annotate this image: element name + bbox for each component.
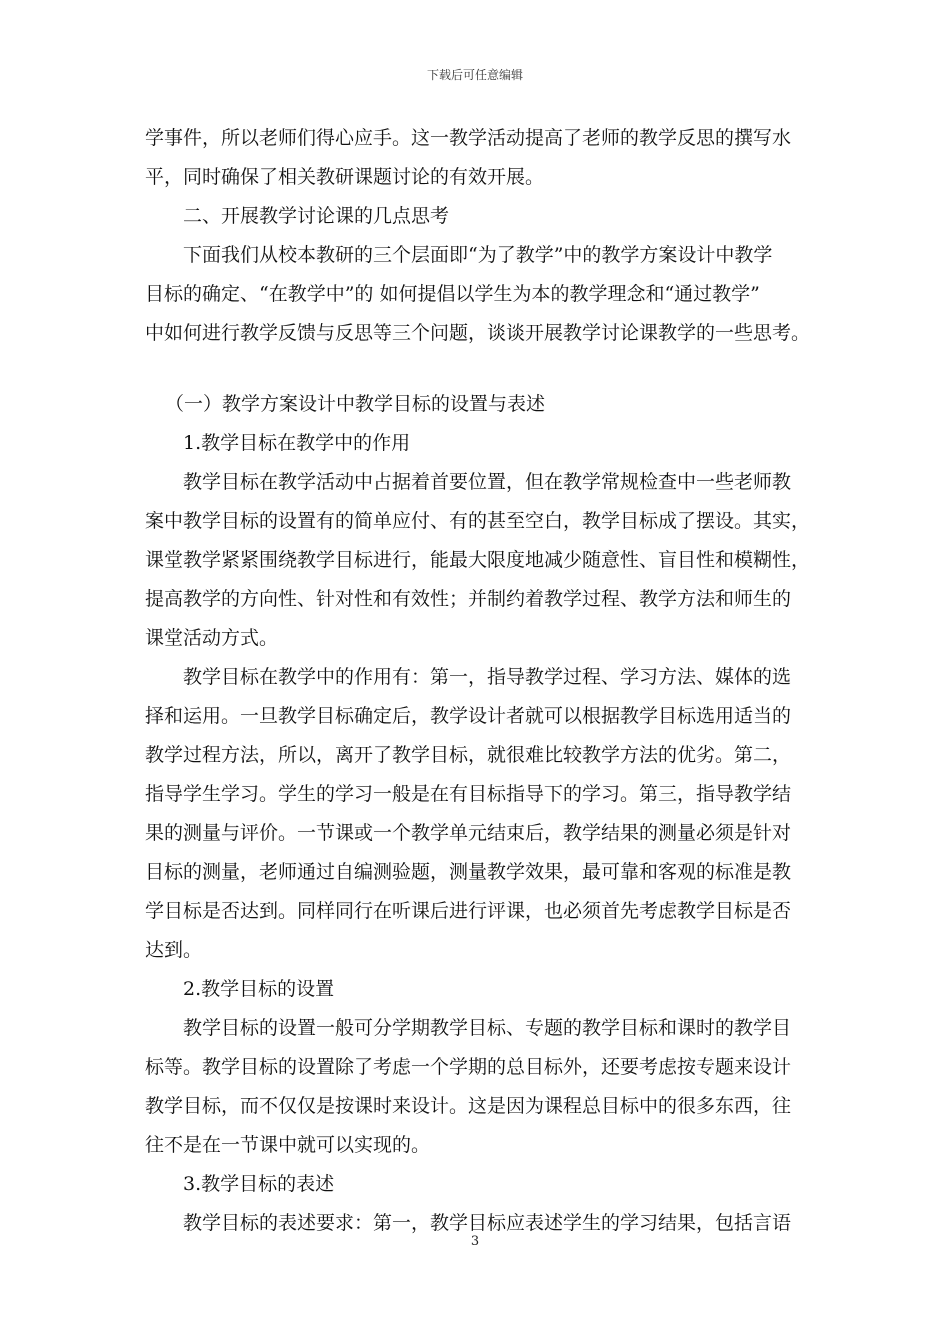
body-line: 课堂活动方式。: [145, 627, 279, 649]
body-line: 平，同时确保了相关教研课题讨论的有效开展。: [145, 166, 545, 188]
body-line: 学目标是否达到。同样同行在听课后进行评课，也必须首先考虑教学目标是否: [145, 900, 792, 922]
body-line: 教学目标的表述要求：第一，教学目标应表述学生的学习结果，包括言语: [183, 1212, 792, 1234]
body-line: 达到。: [145, 939, 203, 961]
subsection-heading: 1.教学目标在教学中的作用: [183, 432, 411, 454]
body-line: 指导学生学习。学生的学习一般是在有目标指导下的学习。第三，指导教学结: [145, 783, 792, 805]
body-line: 目标的测量，老师通过自编测验题，测量教学效果，最可靠和客观的标准是教: [145, 861, 792, 883]
section-heading: 二、开展教学讨论课的几点思考: [183, 205, 450, 227]
body-line: 课堂教学紧紧围绕教学目标进行，能最大限度地减少随意性、盲目性和模糊性，: [145, 549, 811, 571]
body-line: 教学目标的设置一般可分学期教学目标、专题的教学目标和课时的教学目: [183, 1017, 792, 1039]
subsection-heading: 3.教学目标的表述: [183, 1173, 335, 1195]
page-header: 下载后可任意编辑: [426, 68, 523, 82]
body-line: 标等。教学目标的设置除了考虑一个学期的总目标外，还要考虑按专题来设计: [145, 1056, 792, 1078]
page-number: 3: [470, 1234, 480, 1249]
body-line: 目标的确定、“在教学中”的 如何提倡以学生为本的教学理念和“通过教学”: [145, 283, 760, 305]
body-line: 学事件，所以老师们得心应手。这一教学活动提高了老师的教学反思的撰写水: [145, 127, 792, 149]
body-line: 下面我们从校本教研的三个层面即“为了教学”中的教学方案设计中教学: [183, 244, 773, 266]
body-line: 教学目标在教学活动中占据着首要位置，但在教学常规检查中一些老师教: [183, 471, 792, 493]
body-line: 教学目标在教学中的作用有：第一，指导教学过程、学习方法、媒体的选: [183, 666, 792, 688]
body-line: 教学目标，而不仅仅是按课时来设计。这是因为课程总目标中的很多东西，往: [145, 1095, 792, 1117]
body-line: 提高教学的方向性、针对性和有效性；并制约着教学过程、教学方法和师生的: [145, 588, 792, 610]
body-line: 中如何进行教学反馈与反思等三个问题，谈谈开展教学讨论课教学的一些思考。: [145, 322, 811, 344]
subsection-heading: 2.教学目标的设置: [183, 978, 335, 1000]
body-line: 果的测量与评价。一节课或一个教学单元结束后，教学结果的测量必须是针对: [145, 822, 792, 844]
body-line: 往不是在一节课中就可以实现的。: [145, 1134, 431, 1156]
body-line: 择和运用。一旦教学目标确定后，教学设计者就可以根据教学目标选用适当的: [145, 705, 792, 727]
body-line: 案中教学目标的设置有的简单应付、有的甚至空白，教学目标成了摆设。其实，: [145, 510, 811, 532]
body-line: 教学过程方法，所以，离开了教学目标，就很难比较教学方法的优劣。第二，: [145, 744, 792, 766]
subsection-heading: （一）教学方案设计中教学目标的设置与表述: [165, 393, 546, 415]
